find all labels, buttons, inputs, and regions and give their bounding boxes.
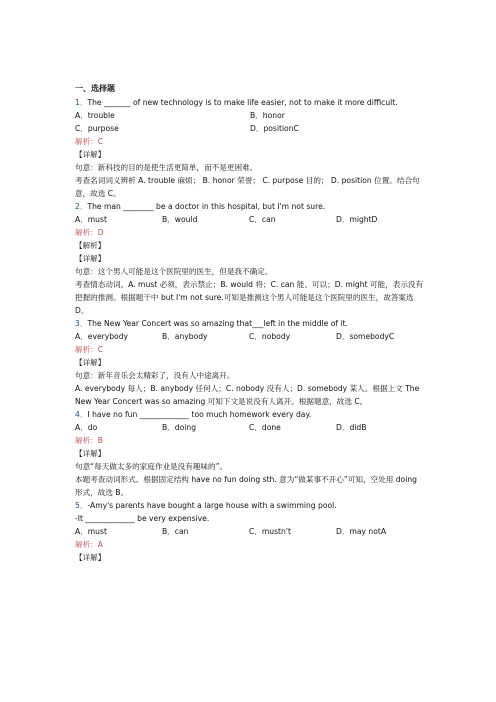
- option-a: A．do: [75, 423, 98, 432]
- question-3-stem: [75, 317, 425, 330]
- option-d: D．positionC: [250, 124, 299, 133]
- option-c: C．can: [249, 215, 276, 224]
- question-2-explain-2: 考查情态动词。A. must 必须，表示禁止；B. would 将；C. can 能、可以；D. might 可能，表示没有把握的推测。根据题干中 but I'm not sure.可知是推测这个男人可能是这个医院里的医生，故答案选 D。: [75, 280, 424, 315]
- question-3-explain-2: A. everybody 每人；B. anybody 任何人；C. nobody 没有人；D. somebody 某人。根据上文 The New Year Concert was so amazing 可知下文是说没有人离开。根据题意，故选 C。: [75, 384, 420, 406]
- question-5-stem: [75, 499, 425, 512]
- question-4-answer: 解析：B: [75, 436, 103, 445]
- question-1-options-row-1: [75, 109, 425, 122]
- option-d: D．mightD: [336, 215, 378, 224]
- question-number: 4．: [75, 410, 88, 419]
- option-d: D．somebodyC: [336, 332, 395, 341]
- option-c: C．done: [249, 423, 281, 432]
- question-1-explain-2: 考查名词词义辨析 A. trouble 麻烦； B. honor 荣誉； C. purpose 目的； D. position 位置。结合句意，故选 C。: [75, 176, 420, 198]
- question-3-answer: 解析：C: [75, 345, 104, 354]
- question-number: 5．: [75, 501, 88, 510]
- question-1-detail-tag: 【详解】: [75, 150, 106, 159]
- question-4-explain-2: 本题考查动词形式。根据固定结构 have no fun doing sth. 意为“做某事不开心”可知，空处用 doing 形式，故选 B。: [75, 475, 417, 497]
- question-3-options: [75, 330, 425, 343]
- option-c: C．nobody: [249, 332, 291, 341]
- document-page: [75, 82, 425, 564]
- question-1-explain-1: 句意：新科技的目的是使生活更简单，而不是更困难。: [75, 163, 258, 172]
- option-d: D．may notA: [336, 527, 387, 536]
- question-2-stem: [75, 200, 425, 213]
- question-number: 3．: [75, 319, 88, 328]
- question-text: -Amy's parents have bought a large house with a swimming pool.: [87, 501, 337, 510]
- question-4-explain-1: 句意“每天做太多的家庭作业是没有趣味的”。: [75, 462, 228, 471]
- option-a: A．must: [75, 215, 107, 224]
- option-b: B．would: [162, 215, 198, 224]
- question-2-options: [75, 213, 425, 226]
- question-text: The _______ of new technology is to make life easier, not to make it more difficult.: [87, 98, 398, 107]
- question-5-options: [75, 525, 425, 538]
- question-1-stem: [75, 96, 425, 109]
- option-b: B．can: [162, 527, 189, 536]
- question-1-options-row-2: [75, 122, 425, 135]
- question-text: I have no fun _____________ too much homework every day.: [87, 410, 312, 419]
- question-5-detail-tag: 【详解】: [75, 553, 106, 562]
- option-c: C．purpose: [75, 124, 119, 133]
- section-title: 一、选择题: [75, 84, 115, 93]
- question-text: The man ________ be a doctor in this hospital, but I'm not sure.: [87, 202, 326, 211]
- option-d: D．didB: [336, 423, 367, 432]
- question-4-detail-tag: 【详解】: [75, 449, 106, 458]
- question-2-answer: 解析：D: [75, 228, 104, 237]
- question-5-stem-2: -It _____________ be very expensive.: [75, 514, 210, 523]
- question-text: The New Year Concert was so amazing that___left in the middle of it.: [87, 319, 348, 328]
- question-5-answer: 解析：A: [75, 540, 103, 549]
- option-c: C．mustn't: [249, 527, 291, 536]
- question-4-options: [75, 421, 425, 434]
- question-1-answer: 解析：C: [75, 137, 104, 146]
- question-2-analysis-tag: 【解析】: [75, 241, 106, 250]
- question-number: 2．: [75, 202, 88, 211]
- question-4-stem: [75, 408, 425, 421]
- question-3-detail-tag: 【详解】: [75, 358, 106, 367]
- option-a: A．must: [75, 527, 107, 536]
- question-3-explain-1: 句意：新年音乐会太精彩了，没有人中途离开。: [75, 371, 235, 380]
- option-b: B．honor: [250, 111, 285, 120]
- question-2-explain-1: 句意：这个男人可能是这个医院里的医生，但是我不确定。: [75, 267, 273, 276]
- option-b: B．anybody: [162, 332, 208, 341]
- option-a: A．trouble: [75, 111, 115, 120]
- question-number: 1．: [75, 98, 88, 107]
- question-2-detail-tag: 【详解】: [75, 254, 106, 263]
- option-b: B．doing: [162, 423, 197, 432]
- option-a: A．everybody: [75, 332, 129, 341]
